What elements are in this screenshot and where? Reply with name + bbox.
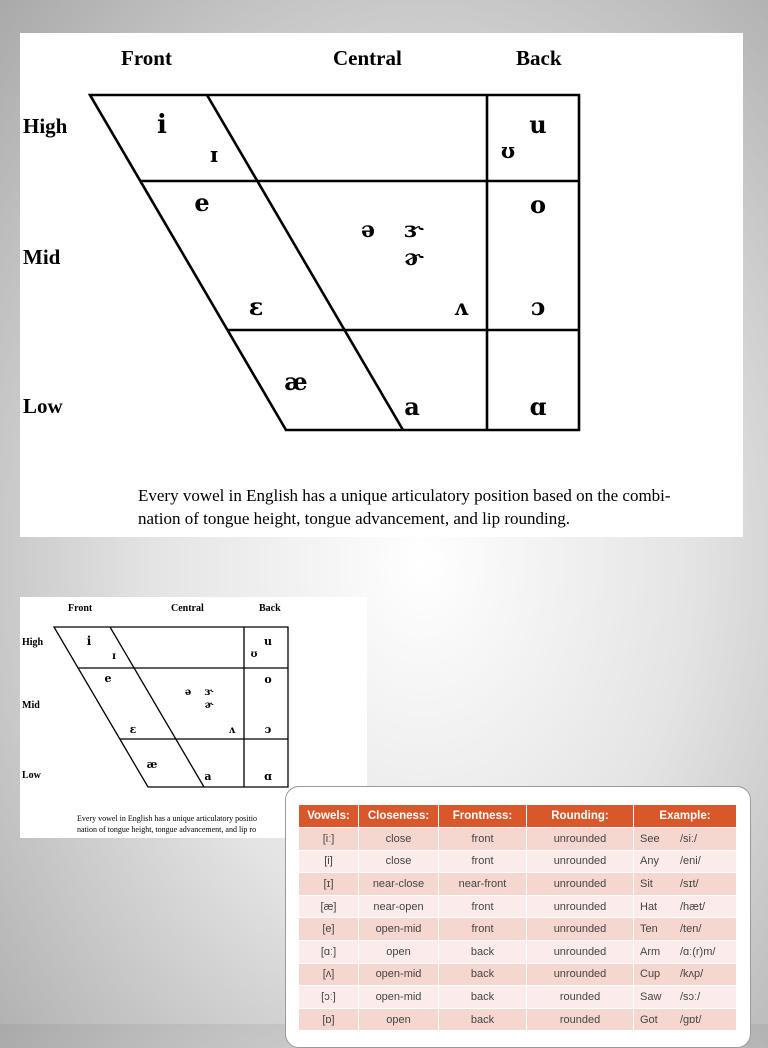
cell-vowel: [æ] <box>299 895 359 918</box>
cell-closeness: open <box>359 940 439 963</box>
cell-rounding: rounded <box>527 1008 634 1031</box>
vowel-i: i <box>157 110 167 140</box>
cell-rounding: rounded <box>527 986 634 1009</box>
cell-rounding: unrounded <box>527 828 634 851</box>
vowel-chart-large <box>20 33 743 537</box>
small-vowel-schwa-hook: ɚ <box>204 700 214 711</box>
example-word: Arm <box>640 945 661 958</box>
small-vowel-reversed-epsilon-hook: ɝ <box>204 687 214 698</box>
example-ipa: /ten/ <box>680 923 702 936</box>
cell-example <box>634 963 737 986</box>
cell-example <box>634 1008 737 1031</box>
column-label-back: Back <box>516 46 562 70</box>
cell-frontness: back <box>439 986 527 1009</box>
header-vowels: Vowels: <box>299 805 359 828</box>
example-word: Sit <box>640 877 653 890</box>
cell-rounding: unrounded <box>527 895 634 918</box>
table-header-row <box>299 805 737 828</box>
cell-frontness: back <box>439 940 527 963</box>
header-rounding: Rounding: <box>527 805 634 828</box>
cell-closeness: near-open <box>359 895 439 918</box>
small-vowel-u: u <box>264 635 272 648</box>
vowel-chart-large-svg <box>20 33 743 537</box>
vowel-schwa-hook: ɚ <box>404 245 424 271</box>
example-word: Any <box>640 855 659 868</box>
cell-vowel: [ʌ] <box>299 963 359 986</box>
example-ipa: /sɪt/ <box>680 877 699 890</box>
cell-closeness: close <box>359 828 439 851</box>
example-word: Saw <box>640 990 662 1003</box>
small-vowel-open-o: ɔ <box>264 723 272 736</box>
table-row <box>299 828 737 851</box>
cell-frontness: front <box>439 850 527 873</box>
row-label-low: Low <box>23 394 63 418</box>
cell-rounding: unrounded <box>527 918 634 941</box>
example-word: Cup <box>640 968 661 981</box>
example-ipa: /kʌp/ <box>680 968 704 981</box>
header-example: Example: <box>634 805 737 828</box>
cell-vowel: [ɑː] <box>299 940 359 963</box>
small-vowel-ae: æ <box>146 758 158 771</box>
table-row <box>299 963 737 986</box>
vowel-u: u <box>529 110 547 139</box>
cell-vowel: [ɔː] <box>299 986 359 1009</box>
cell-closeness: open-mid <box>359 986 439 1009</box>
vowel-wedge: ʌ <box>453 295 469 321</box>
row-label-mid: Mid <box>23 245 61 269</box>
vowel-alpha: ɑ <box>529 392 547 421</box>
cell-example <box>634 828 737 851</box>
cell-example <box>634 850 737 873</box>
vowel-ae: æ <box>284 367 308 396</box>
table-row <box>299 850 737 873</box>
chart-caption-line2: nation of tongue height, tongue advancement, and lip rounding. <box>138 509 570 528</box>
small-vowel-schwa: ə <box>184 687 192 698</box>
cell-vowel: [e] <box>299 918 359 941</box>
cell-frontness: front <box>439 895 527 918</box>
small-column-label-back: Back <box>259 603 281 614</box>
vowel-table-card <box>285 786 751 1048</box>
cell-frontness: near-front <box>439 873 527 896</box>
example-word: Hat <box>640 900 658 913</box>
small-vowel-near-close-back: ʊ <box>250 649 258 660</box>
cell-closeness: near-close <box>359 873 439 896</box>
small-vowel-epsilon: ɛ <box>129 723 137 736</box>
vowel-a: a <box>404 392 420 421</box>
vowel-e: e <box>194 188 210 217</box>
small-vowel-o: o <box>264 673 272 686</box>
small-row-label-low: Low <box>22 770 41 781</box>
cell-rounding: unrounded <box>527 940 634 963</box>
header-closeness: Closeness: <box>359 805 439 828</box>
small-column-label-front: Front <box>68 603 93 614</box>
cell-closeness: open <box>359 1008 439 1031</box>
cell-vowel: [ɒ] <box>299 1008 359 1031</box>
example-ipa: /eni/ <box>680 855 701 868</box>
cell-frontness: back <box>439 963 527 986</box>
small-vowel-i: i <box>86 634 92 648</box>
small-vowel-alpha: ɑ <box>264 770 272 783</box>
small-row-label-high: High <box>22 637 44 648</box>
example-ipa: /sɔː/ <box>680 990 701 1003</box>
cell-example <box>634 940 737 963</box>
header-frontness: Frontness: <box>439 805 527 828</box>
vowel-schwa: ə <box>361 217 375 243</box>
cell-closeness: close <box>359 850 439 873</box>
small-vowel-e: e <box>104 672 112 685</box>
cell-frontness: front <box>439 918 527 941</box>
small-vowel-near-close-front: ɪ <box>112 651 116 662</box>
example-word: Got <box>640 1013 658 1026</box>
small-column-label-central: Central <box>171 603 204 614</box>
small-chart-caption-line1: Every vowel in English has a unique articulatory positio <box>77 814 257 823</box>
vowel-o: o <box>529 190 547 219</box>
cell-vowel: [iː] <box>299 828 359 851</box>
vowel-reversed-epsilon-hook: ɝ <box>404 217 424 243</box>
example-ipa: /gɒt/ <box>680 1013 702 1026</box>
example-word: See <box>640 832 660 845</box>
chart-caption-line1: Every vowel in English has a unique articulatory position based on the combi- <box>138 486 671 505</box>
vowel-near-close-front: ɪ <box>210 142 218 167</box>
table-row <box>299 918 737 941</box>
cell-rounding: unrounded <box>527 850 634 873</box>
vowel-epsilon: ɛ <box>248 292 264 321</box>
row-label-high: High <box>23 114 68 138</box>
cell-closeness: open-mid <box>359 963 439 986</box>
example-ipa: /ɑː(r)m/ <box>680 945 716 958</box>
table-row <box>299 940 737 963</box>
example-ipa: /siː/ <box>680 832 698 845</box>
cell-example <box>634 918 737 941</box>
example-ipa: /hæt/ <box>680 900 706 913</box>
table-row <box>299 1008 737 1031</box>
vowel-near-close-back: ʊ <box>500 138 516 163</box>
column-label-central: Central <box>333 46 402 70</box>
cell-frontness: front <box>439 828 527 851</box>
table-row <box>299 895 737 918</box>
cell-vowel: [ɪ] <box>299 873 359 896</box>
column-label-front: Front <box>121 46 172 70</box>
cell-frontness: back <box>439 1008 527 1031</box>
table-row <box>299 873 737 896</box>
small-row-label-mid: Mid <box>22 700 40 711</box>
cell-closeness: open-mid <box>359 918 439 941</box>
cell-rounding: unrounded <box>527 873 634 896</box>
small-vowel-wedge: ʌ <box>228 725 236 736</box>
vowel-table <box>298 804 737 1031</box>
cell-rounding: unrounded <box>527 963 634 986</box>
table-row <box>299 986 737 1009</box>
vowel-open-o: ɔ <box>530 292 546 321</box>
small-vowel-a: a <box>204 770 212 783</box>
small-chart-caption-line2: nation of tongue height, tongue advancement, and lip ro <box>77 825 257 834</box>
cell-vowel: [i] <box>299 850 359 873</box>
cell-example <box>634 986 737 1009</box>
cell-example <box>634 873 737 896</box>
cell-example <box>634 895 737 918</box>
example-word: Ten <box>640 923 658 936</box>
